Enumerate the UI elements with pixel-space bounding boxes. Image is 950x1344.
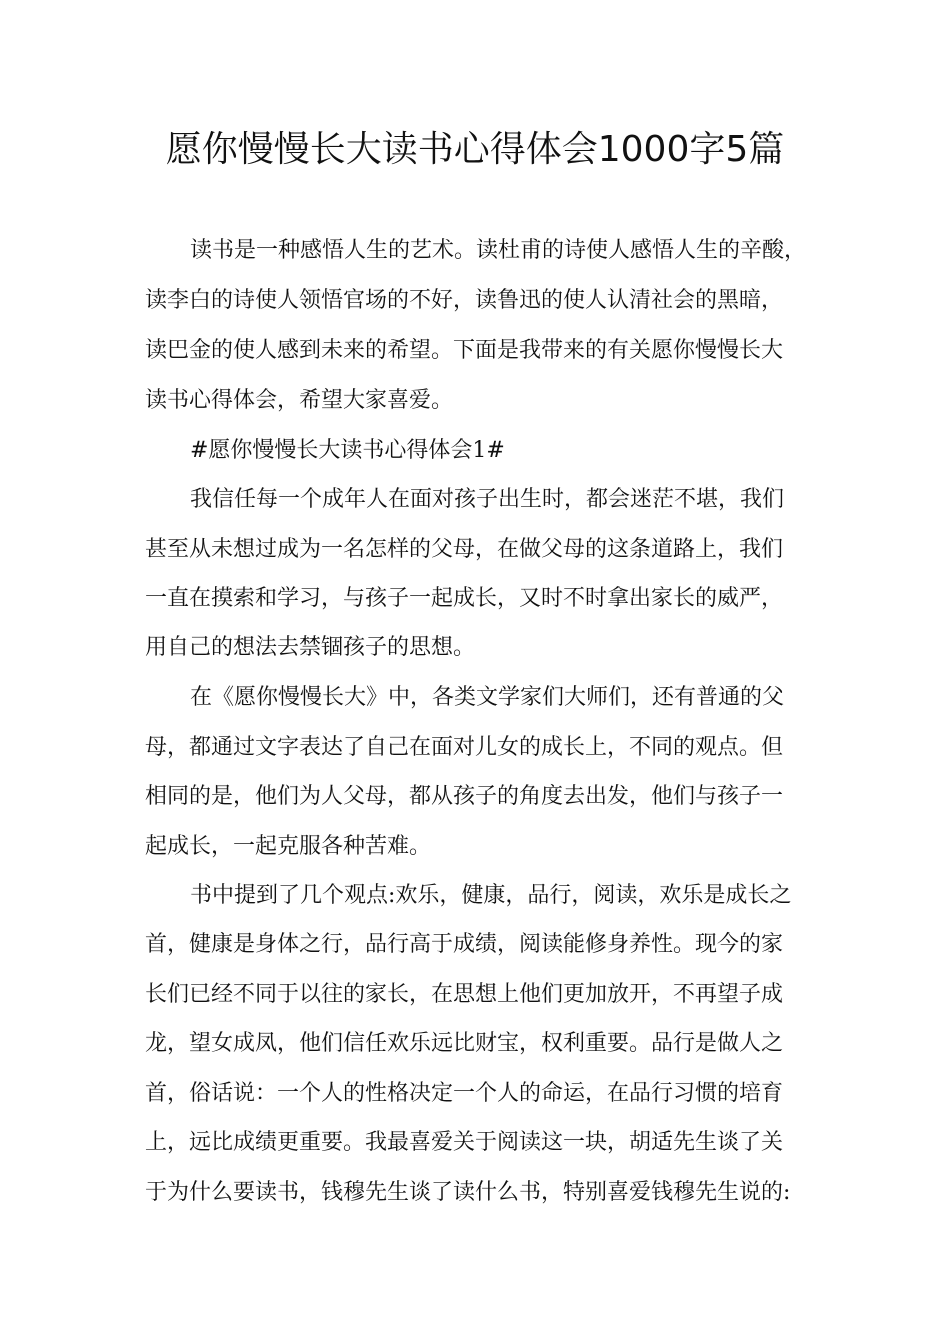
section-heading: #愿你慢慢长大读书心得体会1# xyxy=(190,438,505,463)
text-line: 在《愿你慢慢长大》中，各类文学家们大师们，还有普通的父 xyxy=(190,685,785,710)
text-line: 母，都通过文字表达了自己在面对儿女的成长上，不同的观点。但 xyxy=(145,735,784,760)
text-line: 首，健康是身体之行，品行高于成绩，阅读能修身养性。现今的家 xyxy=(145,932,784,957)
text-line: 用自己的想法去禁锢孩子的思想。 xyxy=(145,635,476,660)
text-line: 长们已经不同于以往的家长，在思想上他们更加放开，不再望子成 xyxy=(145,982,784,1007)
text-line: 龙，望女成凤，他们信任欢乐远比财宝，权利重要。品行是做人之 xyxy=(145,1031,784,1056)
text-line: 首，俗话说：一个人的性格决定一个人的命运，在品行习惯的培育 xyxy=(145,1081,784,1106)
text-line: 读李白的诗使人领悟官场的不好，读鲁迅的使人认清社会的黑暗， xyxy=(145,288,784,313)
text-line: 甚至从未想过成为一名怎样的父母，在做父母的这条道路上，我们 xyxy=(145,537,784,562)
text-line: 读巴金的使人感到未来的希望。下面是我带来的有关愿你慢慢长大 xyxy=(145,338,784,363)
text-line: 于为什么要读书，钱穆先生谈了读什么书，特别喜爱钱穆先生说的: xyxy=(145,1180,791,1205)
text-line: 一直在摸索和学习，与孩子一起成长，又时不时拿出家长的威严， xyxy=(145,586,784,611)
document-title: 愿你慢慢长大读书心得体会1000字5篇 xyxy=(165,129,785,170)
text-line: 读书心得体会，希望大家喜爱。 xyxy=(145,388,454,413)
text-line: 上，远比成绩更重要。我最喜爱关于阅读这一块，胡适先生谈了关 xyxy=(145,1130,784,1155)
text-line: 书中提到了几个观点:欢乐，健康，品行，阅读，欢乐是成长之 xyxy=(190,883,792,908)
text-line: 我信任每一个成年人在面对孩子出生时，都会迷茫不堪，我们 xyxy=(190,487,785,512)
text-line: 读书是一种感悟人生的艺术。读杜甫的诗使人感悟人生的辛酸， xyxy=(190,238,807,263)
text-line: 相同的是，他们为人父母，都从孩子的角度去出发，他们与孩子一 xyxy=(145,784,784,809)
text-line: 起成长，一起克服各种苦难。 xyxy=(145,834,432,859)
